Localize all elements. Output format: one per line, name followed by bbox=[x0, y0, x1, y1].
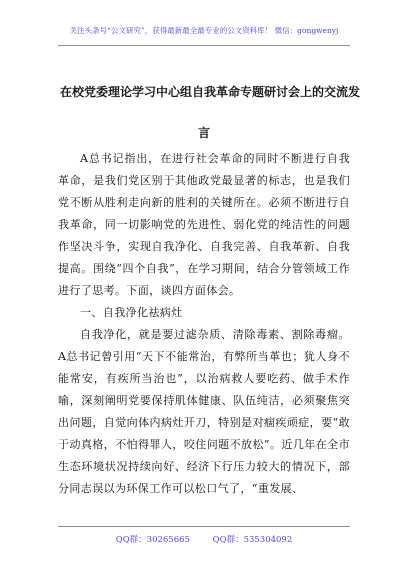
section-heading: 一、自我净化祛病灶 bbox=[80, 306, 183, 319]
footer-divider bbox=[58, 526, 350, 527]
footer-contact bbox=[0, 533, 408, 545]
footer-qq-group-2: QQ群：535304092 bbox=[212, 535, 293, 545]
body-paragraph: 自我净化，就是要过滤杂质、清除毒素、割除毒瘤。A总书记曾引用“天下不能常治，有弊所当革也；犹人身不能常安，有疾所当治也”，以治病救人要吃药、做手术作喻，深刻阐明党要保持肌体健康、队伍纯洁，必须聚焦突出问题，自觉向体内病灶开刀，特别是对痼疾顽症，要“敢于动真格，不怕得罪人，咬住问题不放松”。近几年在全市生态环境状况持续向好、经济下行压力较大的情况下，部分同志误以为环保工作可以松口气了，“重发展、 bbox=[58, 328, 350, 495]
body-paragraph: A总书记指出，在进行社会革命的同时不断进行自我革命，是我们党区别于其他政党最显著的标志，也是我们党不断从胜利走向新的胜利的关键所在。必须不断进行自我革命，同一切影响党的先进性、弱化党的纯洁性的问题作坚决斗争，实现自我净化、自我完善、自我革新、自我提高。围绕“四个自我”，在学习期间，结合分管领域工作进行了思考。下面，谈四方面体会。 bbox=[58, 152, 350, 297]
header-promo-text: 关注头条号“公文研究”，获得最新最全最专业的公文资料库！ 微信：gongwenyj bbox=[69, 26, 339, 35]
document-title: 在校党委理论学习中心组自我革命专题研讨会上的交流发 bbox=[60, 85, 361, 99]
document-title-continuation: 言 bbox=[197, 126, 210, 140]
footer-qq-group-1: QQ群：30265665 bbox=[115, 535, 190, 545]
page-footer bbox=[0, 526, 408, 580]
header-divider bbox=[58, 45, 350, 46]
document-body bbox=[58, 148, 350, 500]
page-header bbox=[0, 0, 408, 52]
